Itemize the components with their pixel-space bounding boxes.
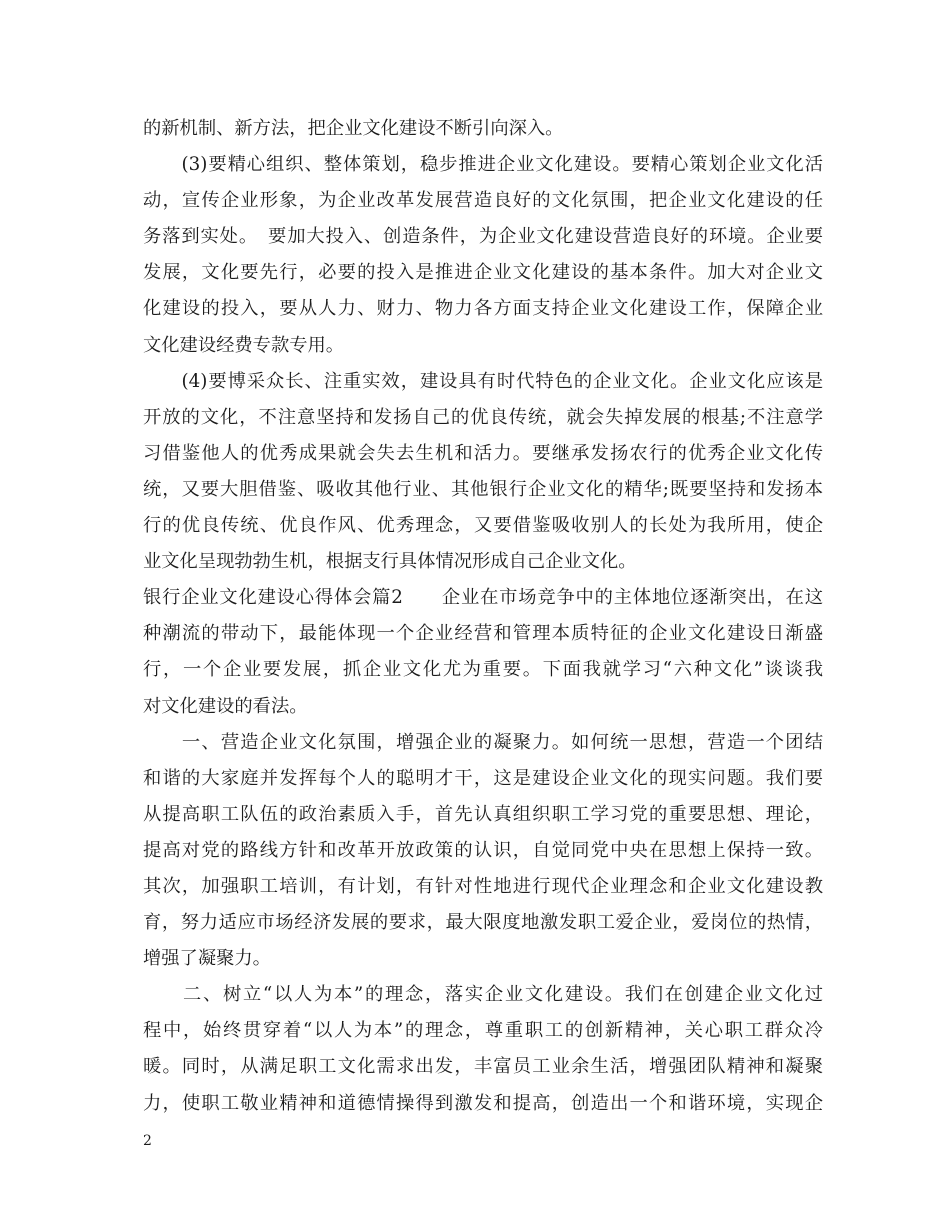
text-line: 行，一个企业要发展，抓企业文化尤为重要。下面我就学习“六种文化”谈谈我 xyxy=(143,659,823,681)
text-line: 一、营造企业文化氛围，增强企业的凝聚力。如何统一思想，营造一个团结 xyxy=(143,731,823,753)
text-line: 对文化建设的看法。 xyxy=(143,695,308,717)
text-line: 二、树立“以人为本”的理念，落实企业文化建设。我们在创建企业文化过 xyxy=(143,984,823,1006)
text-line: 业文化呈现勃勃生机，根据支行具体情况形成自己企业文化。 xyxy=(143,551,637,573)
text-line: 化建设的投入，要从人力、财力、物力各方面支持企业文化建设工作，保障企业 xyxy=(143,298,823,320)
text-line: 银行企业文化建设心得体会篇2 企业在市场竞争中的主体地位逐渐突出，在这 xyxy=(143,587,823,609)
text-line: 习借鉴他人的优秀成果就会失去生机和活力。要继承发扬农行的优秀企业文化传 xyxy=(143,442,823,464)
text-line: 统，又要大胆借鉴、吸收其他行业、其他银行企业文化的精华;既要坚持和发扬本 xyxy=(143,478,823,500)
text-line: 的新机制、新方法，把企业文化建设不断引向深入。 xyxy=(143,118,564,139)
text-line: 提高对党的路线方针和改革开放政策的认识，自觉同党中央在思想上保持一致。 xyxy=(143,839,823,861)
text-line: 动，宣传企业形象，为企业改革发展营造良好的文化氛围，把企业文化建设的任 xyxy=(143,190,823,212)
text-line: 种潮流的带动下，最能体现一个企业经营和管理本质特征的企业文化建设日渐盛 xyxy=(143,623,823,645)
text-line: 增强了凝聚力。 xyxy=(143,948,271,970)
page-number: 2 xyxy=(143,1133,152,1149)
text-line: 开放的文化，不注意坚持和发扬自己的优良传统，就会失掉发展的根基;不注意学 xyxy=(143,406,823,428)
text-line: 和谐的大家庭并发挥每个人的聪明才干，这是建设企业文化的现实问题。我们要 xyxy=(143,767,823,789)
text-line: 务落到实处。 要加大投入、创造条件，为企业文化建设营造良好的环境。企业要 xyxy=(143,226,823,248)
text-line: 从提高职工队伍的政治素质入手，首先认真组织职工学习党的重要思想、理论， xyxy=(143,803,823,825)
text-line: 行的优良传统、优良作风、优秀理念，又要借鉴吸收别人的长处为我所用，使企 xyxy=(143,515,823,537)
text-line: 程中，始终贯穿着“以人为本”的理念，尊重职工的创新精神，关心职工群众冷 xyxy=(143,1020,823,1042)
text-line: 育，努力适应市场经济发展的要求，最大限度地激发职工爱企业，爱岗位的热情， xyxy=(143,912,823,934)
text-line: 其次，加强职工培训，有计划，有针对性地进行现代企业理念和企业文化建设教 xyxy=(143,875,823,897)
text-line: 力，使职工敬业精神和道德情操得到激发和提高，创造出一个和谐环境，实现企 xyxy=(143,1092,823,1114)
text-line: 发展，文化要先行，必要的投入是推进企业文化建设的基本条件。加大对企业文 xyxy=(143,262,823,284)
text-line: (3)要精心组织、整体策划，稳步推进企业文化建设。要精心策划企业文化活 xyxy=(143,154,823,176)
text-line: (4)要博采众长、注重实效，建设具有时代特色的企业文化。企业文化应该是 xyxy=(143,370,823,392)
text-line: 暖。同时，从满足职工文化需求出发，丰富员工业余生活，增强团队精神和凝聚 xyxy=(143,1056,823,1078)
text-line: 文化建设经费专款专用。 xyxy=(143,334,345,356)
body-text xyxy=(143,111,823,1122)
